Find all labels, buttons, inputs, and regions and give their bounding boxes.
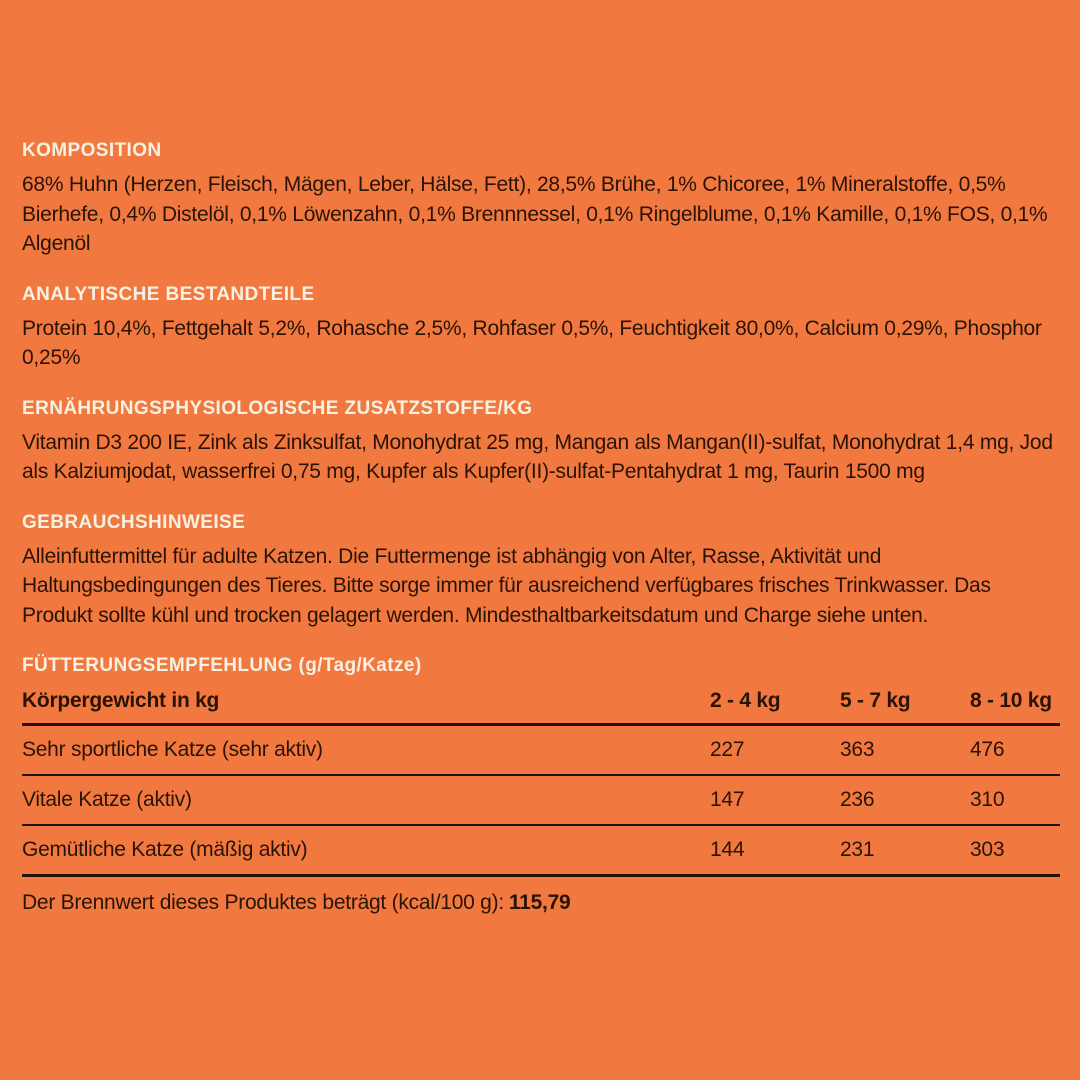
value-2-4kg: 227 [710,738,745,761]
section-body-zusatzstoffe: Vitamin D3 200 IE, Zink als Zinksulfat, Monohydrat 25 mg, Mangan als Mangan(II)-sulfat, Monohydrat 1,4 mg, Jod als Kalziumjodat, wasserfrei 0,75 mg, Kupfer als Kupfer(II)-sulfat-Pentahydrat 1 mg, Taurin 1500 mg [22,430,1053,483]
section-heading-zusatzstoffe: ERNÄHRUNGSPHYSIOLOGISCHE ZUSATZSTOFFE/KG [22,397,533,419]
value-2-4kg: 144 [710,838,745,861]
column-header-5-7kg: 5 - 7 kg [840,689,911,712]
section-komposition [22,141,1060,259]
value-8-10kg: 303 [970,838,1005,861]
feeding-table-heading: FÜTTERUNGSEMPFEHLUNG (g/Tag/Katze) [22,655,422,676]
value-5-7kg: 236 [840,788,875,811]
section-zusatzstoffe [22,399,1060,487]
row-label: Vitale Katze (aktiv) [22,788,192,811]
column-header-2-4kg: 2 - 4 kg [710,689,781,712]
table-row-vital-cat [22,776,1060,826]
section-heading-komposition: KOMPOSITION [22,140,162,161]
table-row-cozy-cat [22,826,1060,877]
feeding-table-header-row [22,688,1060,726]
column-header-bodyweight: Körpergewicht in kg [22,689,220,712]
row-label: Gemütliche Katze (mäßig aktiv) [22,838,308,861]
value-5-7kg: 363 [840,738,875,761]
value-5-7kg: 231 [840,838,875,861]
value-8-10kg: 476 [970,738,1005,761]
row-label: Sehr sportliche Katze (sehr aktiv) [22,738,323,761]
section-heading-gebrauchshinweise: GEBRAUCHSHINWEISE [22,511,246,533]
energy-note [22,891,1060,915]
section-body-gebrauchshinweise: Alleinfuttermittel für adulte Katzen. Die Futtermenge ist abhängig von Alter, Rasse, Aktivität und Haltungsbedingungen des Tieres. Bitte sorge immer für ausreichend verfügbares frisches Trinkwasser. Das Produkt sollte kühl und trocken gelagert werden. Mindesthaltbarkeitsdatum und Charge siehe unten. [22,544,991,627]
feeding-recommendation [22,656,1060,915]
section-body-komposition: 68% Huhn (Herzen, Fleisch, Mägen, Leber, Hälse, Fett), 28,5% Brühe, 1% Chicoree, 1% Mineralstoffe, 0,5% Bierhefe, 0,4% Distelöl, 0,1% Löwenzahn, 0,1% Brennnessel, 0,1% Ringelblume, 0,1% Kamille, 0,1% FOS, 0,1% Algenöl [22,173,1048,255]
value-8-10kg: 310 [970,788,1005,811]
energy-note-label: Der Brennwert dieses Produktes beträgt (kcal/100 g): [22,891,504,914]
energy-note-value: 115,79 [508,891,571,914]
section-gebrauchshinweise [22,513,1060,631]
feeding-table [22,688,1060,877]
table-row-very-sporty-cat [22,726,1060,776]
value-2-4kg: 147 [710,788,745,811]
section-body-analytische-bestandteile: Protein 10,4%, Fettgehalt 5,2%, Rohasche 2,5%, Rohfaser 0,5%, Feuchtigkeit 80,0%, Calcium 0,29%, Phosphor 0,25% [22,316,1042,369]
section-heading-analytische-bestandteile: ANALYTISCHE BESTANDTEILE [22,283,315,305]
column-header-8-10kg: 8 - 10 kg [970,689,1052,712]
section-analytische-bestandteile [22,285,1060,373]
